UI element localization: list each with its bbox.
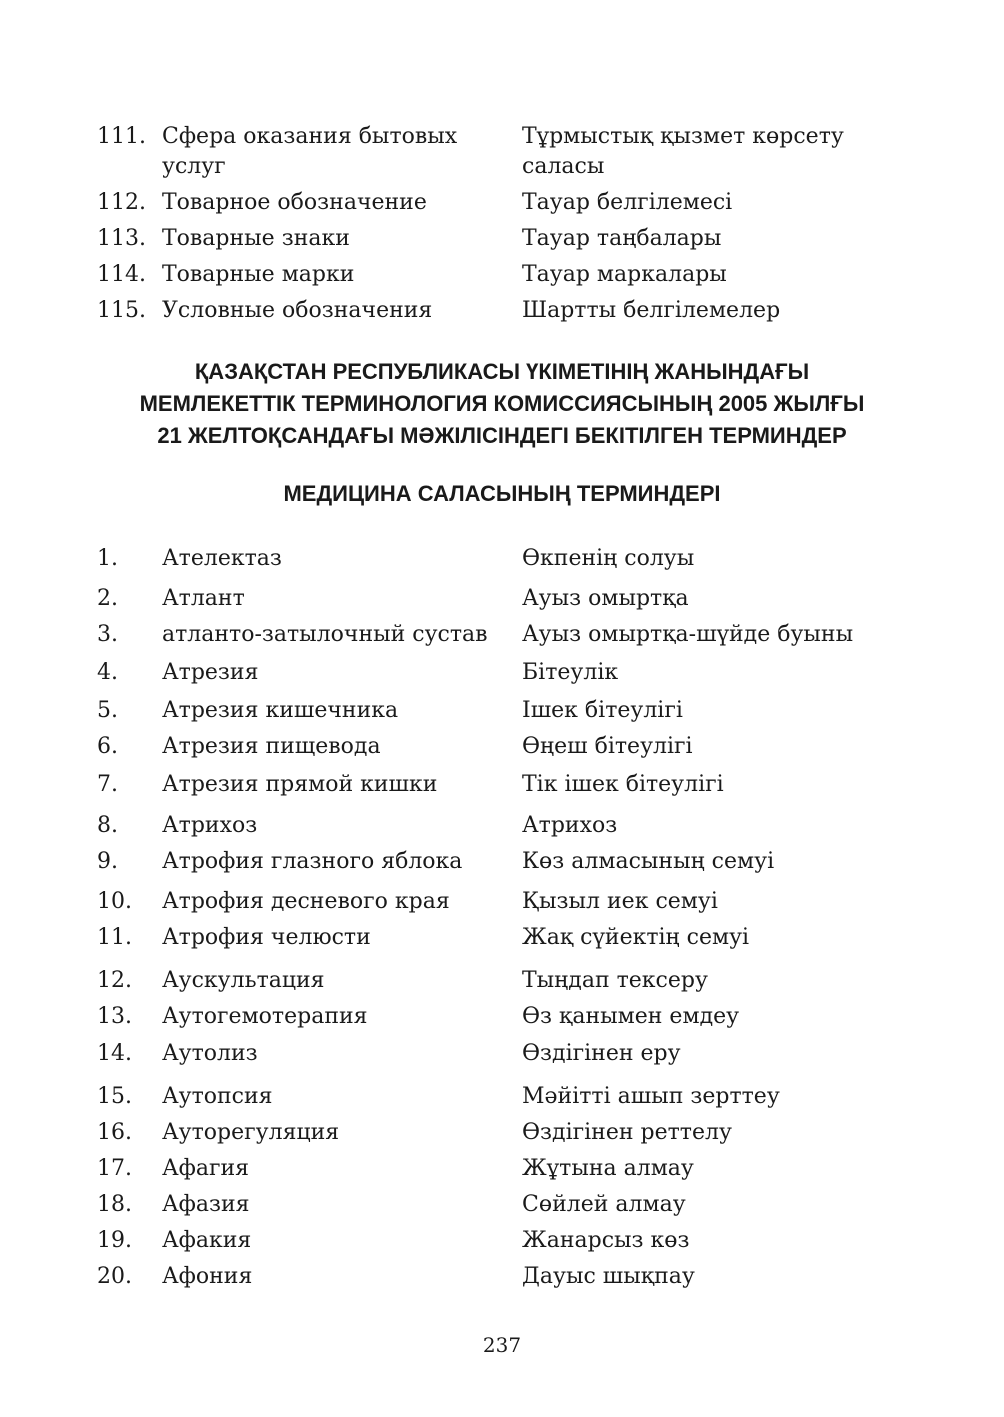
page-number: 237 — [482, 1333, 522, 1357]
section-subheading: МЕДИЦИНА САЛАСЫНЫҢ ТЕРМИНДЕРІ — [283, 481, 721, 506]
section-heading-line-1: ҚАЗАҚСТАН РЕСПУБЛИКАСЫ ҮКІМЕТІНІҢ ЖАНЫНДАҒЫ — [194, 359, 810, 384]
term-kazakh: Сөйлей алмау — [522, 1192, 686, 1217]
term-kazakh-continued: саласы — [522, 154, 605, 179]
term-number: 10. — [97, 889, 132, 914]
term-number: 114. — [97, 262, 146, 287]
term-number: 113. — [97, 226, 146, 251]
term-number: 11. — [97, 925, 132, 950]
term-kazakh: Тауар маркалары — [522, 262, 727, 287]
term-russian: Аускультация — [162, 968, 325, 993]
term-kazakh: Тұрмыстық қызмет көрсету — [522, 124, 844, 149]
term-number: 111. — [97, 124, 146, 149]
term-russian-continued: услуг — [162, 154, 226, 179]
term-number: 6. — [97, 734, 118, 759]
term-kazakh: Ішек бітеулігі — [522, 698, 683, 723]
term-russian: Атрихоз — [162, 813, 258, 838]
section-heading-line-2: МЕМЛЕКЕТТІК ТЕРМИНОЛОГИЯ КОМИССИЯСЫНЫҢ 2005 ЖЫЛҒЫ — [139, 391, 865, 416]
term-kazakh: Тыңдап тексеру — [522, 968, 708, 993]
term-kazakh: Ауыз омыртқа-шүйде буыны — [522, 622, 854, 647]
term-russian: Ауторегуляция — [162, 1120, 340, 1145]
term-number: 16. — [97, 1120, 132, 1145]
term-russian: Афония — [162, 1264, 253, 1289]
term-number: 1. — [97, 546, 118, 571]
term-number: 17. — [97, 1156, 132, 1181]
term-kazakh: Өздігінен еру — [522, 1041, 681, 1066]
term-number: 12. — [97, 968, 132, 993]
term-number: 18. — [97, 1192, 132, 1217]
term-russian: Атрезия кишечника — [162, 698, 399, 723]
term-number: 115. — [97, 298, 146, 323]
term-kazakh: Өңеш бітеулігі — [522, 734, 693, 759]
term-number: 3. — [97, 622, 118, 647]
term-kazakh: Көз алмасының семуі — [522, 849, 775, 874]
term-russian: Афазия — [162, 1192, 250, 1217]
term-kazakh: Жұтына алмау — [522, 1156, 694, 1181]
term-russian: Атлант — [162, 586, 245, 611]
term-kazakh: Бітеулік — [522, 660, 619, 685]
term-russian: Атрезия прямой кишки — [162, 772, 438, 797]
term-kazakh: Ауыз омыртқа — [522, 586, 689, 611]
term-russian: Сфера оказания бытовых — [162, 124, 458, 149]
term-russian: Афакия — [162, 1228, 252, 1253]
term-kazakh: Шартты белгілемелер — [522, 298, 781, 323]
term-russian: Атрофия глазного яблока — [162, 849, 463, 874]
term-russian: Аутолиз — [162, 1041, 258, 1066]
term-number: 14. — [97, 1041, 132, 1066]
term-kazakh: Жанарсыз көз — [522, 1228, 690, 1253]
term-kazakh: Дауыс шықпау — [522, 1264, 695, 1289]
term-kazakh: Өз қанымен емдеу — [522, 1004, 740, 1029]
term-russian: Атрофия десневого края — [162, 889, 450, 914]
term-number: 8. — [97, 813, 118, 838]
term-number: 13. — [97, 1004, 132, 1029]
term-number: 7. — [97, 772, 118, 797]
term-russian: Атрезия — [162, 660, 259, 685]
term-kazakh: Өздігінен реттелу — [522, 1120, 732, 1145]
term-number: 2. — [97, 586, 118, 611]
term-russian: Товарные марки — [162, 262, 355, 287]
term-russian: Ателектаз — [162, 546, 282, 571]
term-russian: Аутогемотерапия — [162, 1004, 368, 1029]
term-russian: Товарное обозначение — [162, 190, 427, 215]
term-kazakh: Қызыл иек семуі — [522, 889, 718, 914]
term-number: 112. — [97, 190, 146, 215]
term-kazakh: Тауар белгілемесі — [522, 190, 733, 215]
term-number: 19. — [97, 1228, 132, 1253]
term-number: 20. — [97, 1264, 132, 1289]
term-number: 15. — [97, 1084, 132, 1109]
term-kazakh: Өкпенің солуы — [522, 546, 695, 571]
term-russian: Атрезия пищевода — [162, 734, 381, 759]
term-kazakh: Мәйітті ашып зерттеу — [522, 1084, 780, 1109]
term-russian: Афагия — [162, 1156, 250, 1181]
term-russian: атланто-затылочный сустав — [162, 622, 488, 647]
term-number: 9. — [97, 849, 118, 874]
term-kazakh: Тауар таңбалары — [522, 226, 722, 251]
term-number: 4. — [97, 660, 118, 685]
term-russian: Аутопсия — [162, 1084, 273, 1109]
term-number: 5. — [97, 698, 118, 723]
term-russian: Условные обозначения — [162, 298, 433, 323]
term-russian: Атрофия челюсти — [162, 925, 371, 950]
term-russian: Товарные знаки — [162, 226, 350, 251]
term-kazakh: Тік ішек бітеулігі — [522, 772, 724, 797]
term-kazakh: Жақ сүйектің семуі — [522, 925, 750, 950]
term-kazakh: Атрихоз — [522, 813, 618, 838]
section-heading-line-3: 21 ЖЕЛТОҚСАНДАҒЫ МӘЖІЛІСІНДЕГІ БЕКІТІЛГЕН ТЕРМИНДЕР — [157, 423, 847, 448]
